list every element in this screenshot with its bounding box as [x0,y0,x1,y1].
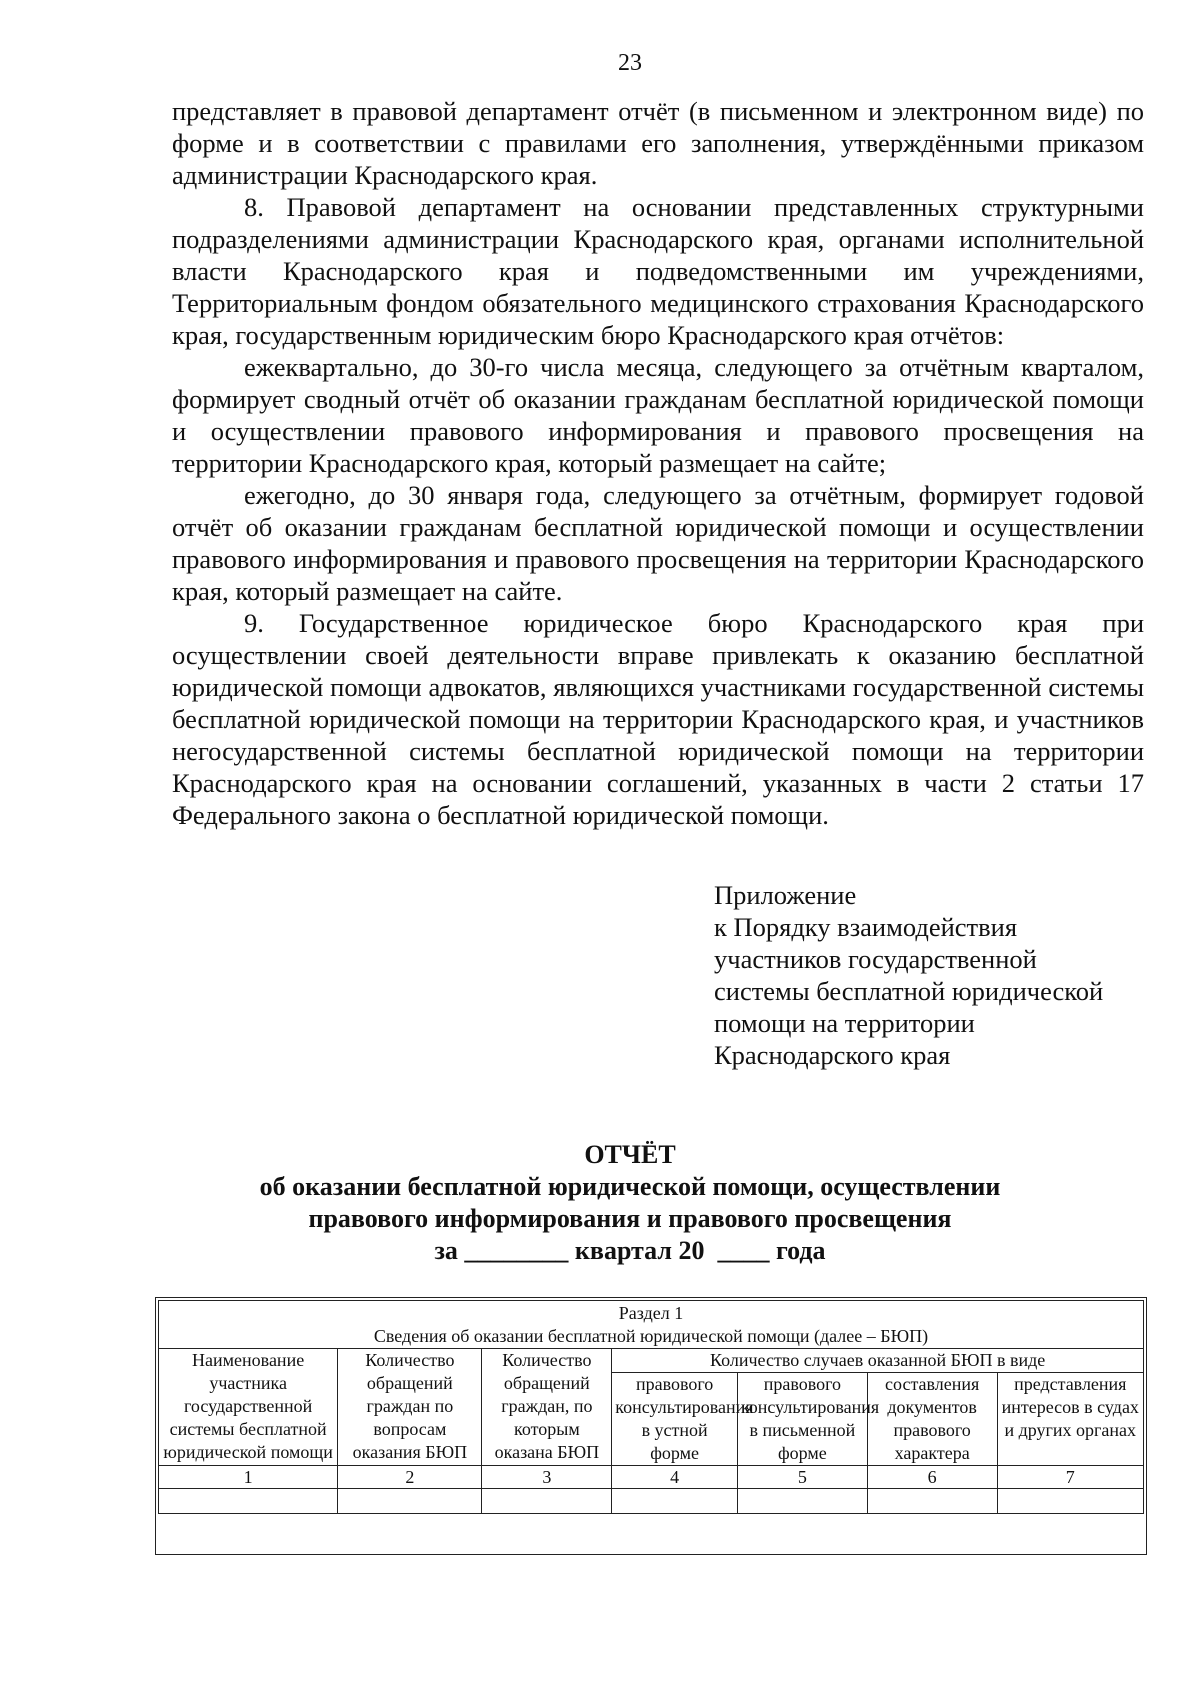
section-label: Раздел 1 [618,1303,684,1323]
report-subtitle-line2: правового информирования и правового просвещения [308,1204,952,1233]
appendix-line: системы бесплатной юридической [714,976,1104,1006]
column-number: 3 [482,1466,612,1489]
report-title: ОТЧЁТ [584,1140,676,1169]
column-number: 6 [867,1466,997,1489]
appendix-note [714,879,1154,1071]
empty-cell [612,1489,738,1514]
col5-header: правового консультирования в письменной форме [737,1373,867,1466]
col7-header: представления интересов в судах и других органах [997,1373,1143,1466]
paragraph-continuation: представляет в правовой департамент отчёт (в письменном и электронном виде) по форме и в соответствии с правилами его заполнения, утверждёнными приказом администрации Краснодарского края. [172,96,1144,190]
paragraph-item-8: 8. Правовой департамент на основании представленных структурными подразделениями администрации Краснодарского края, органами исполнительной власти Краснодарского края и подведомственными им учреждениями, Территориальным фондом обязательного медицинского страхования Краснодарского края, государственным юридическим бюро Краснодарского края отчётов: [172,192,1144,350]
empty-cell [737,1489,867,1514]
paragraph-item-9: 9. Государственное юридическое бюро Краснодарского края при осуществлении своей деятельности вправе привлекать к оказанию бесплатной юридической помощи адвокатов, являющихся участниками государственной системы бесплатной юридической помощи на территории Краснодарского края, и участников негосударственной системы бесплатной юридической помощи на территории Краснодарского края на основании соглашений, указанных в части 2 статьи 17 Федерального закона о бесплатной юридической помощи. [172,608,1144,830]
group-header: Количество случаев оказанной БЮП в виде [612,1349,1144,1373]
col4-header: правового консультирования в устной форме [612,1373,738,1466]
empty-cell [867,1489,997,1514]
column-number: 7 [997,1466,1143,1489]
empty-cell [997,1489,1143,1514]
empty-cell [338,1489,482,1514]
column-number: 4 [612,1466,738,1489]
empty-cell [159,1489,338,1514]
appendix-line: к Порядку взаимодействия [714,912,1018,942]
body-text [172,95,1144,831]
appendix-line: Краснодарского края [714,1040,951,1070]
report-title-block [0,1139,1200,1267]
col6-header: составления документов правового характера [867,1373,997,1466]
page-number: 23 [618,50,642,76]
appendix-line: помощи на территории [714,1008,975,1038]
empty-cell [482,1489,612,1514]
column-number: 5 [737,1466,867,1489]
report-period-line: за ________ квартал 20 ____ года [434,1236,826,1265]
paragraph-quarterly: ежеквартально, до 30-го числа месяца, следующего за отчётным кварталом, формирует сводный отчёт об оказании гражданам бесплатной юридической помощи и осуществлении правового информирования и правового просвещения на территории Краснодарского края, который размещает на сайте; [172,352,1144,478]
report-table [158,1300,1144,1514]
appendix-line: Приложение [714,880,857,910]
col2-header: Количество обращений граждан по вопросам оказания БЮП [338,1349,482,1466]
col3-header: Количество обращений граждан, по которым оказана БЮП [482,1349,612,1466]
paragraph-annual: ежегодно, до 30 января года, следующего за отчётным, формирует годовой отчёт об оказании гражданам бесплатной юридической помощи и осуществлении правового информирования и правового просвещения на территории Краснодарского края, который размещает на сайте. [172,480,1144,606]
section-title: Сведения об оказании бесплатной юридической помощи (далее – БЮП) [373,1326,929,1346]
appendix-line: участников государственной [714,944,1037,974]
column-number: 1 [159,1466,338,1489]
col1-header: Наименование участника государственной системы бесплатной юридической помощи [159,1349,338,1466]
section-header-cell [159,1301,1144,1349]
column-number: 2 [338,1466,482,1489]
report-subtitle-line1: об оказании бесплатной юридической помощи, осуществлении [259,1172,1001,1201]
